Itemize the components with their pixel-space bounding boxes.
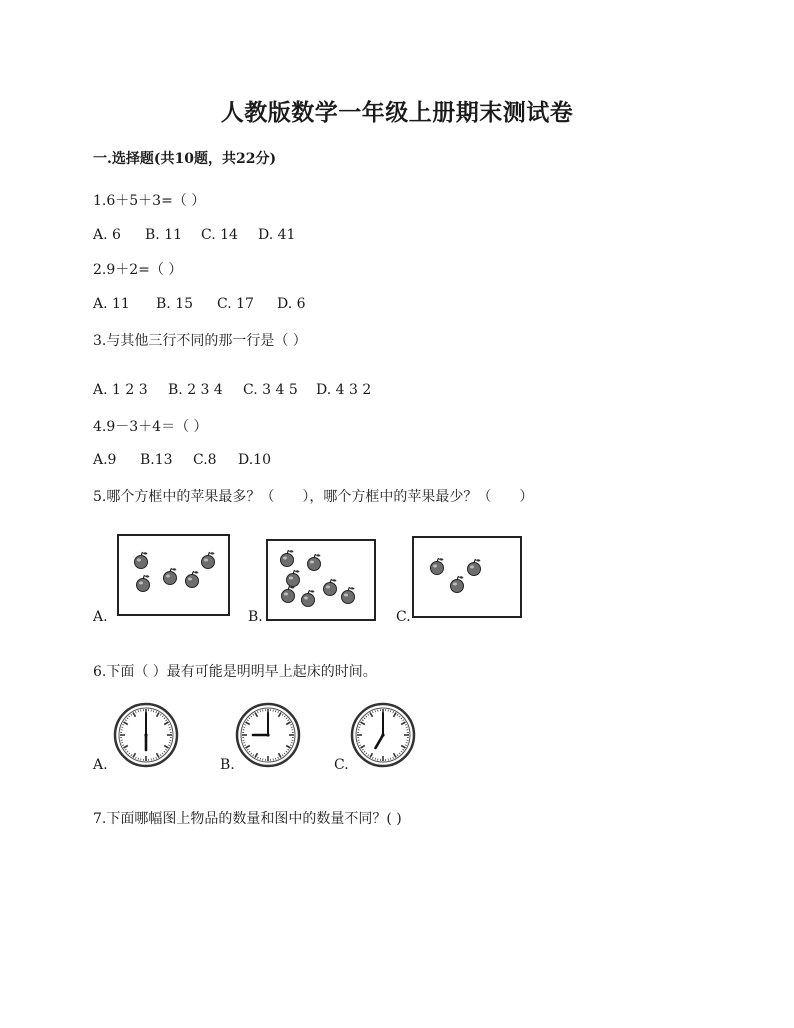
q4-option-a: A.9 — [93, 452, 117, 468]
clock-icon — [352, 704, 414, 766]
question-6: 6.下面（ ）最有可能是明明早上起床的时间。 — [93, 664, 377, 680]
q2-option-c: C. 17 — [217, 296, 254, 312]
question-4: 4.9－3＋4＝（ ） — [93, 419, 208, 435]
question-5: 5.哪个方框中的苹果最多？（ ），哪个方框中的苹果最少？（ ） — [93, 489, 534, 505]
page-title: 人教版数学一年级上册期末测试卷 — [220, 99, 574, 126]
q1-option-c: C. 14 — [201, 227, 238, 243]
q4-option-b: B.13 — [140, 452, 173, 468]
clock-icon — [237, 704, 299, 766]
section-heading: 一.选择题(共10题，共22分) — [93, 151, 277, 167]
q4-option-c: C.8 — [193, 452, 217, 468]
q4-option-d: D.10 — [238, 452, 271, 468]
q2-option-a: A. 11 — [93, 296, 130, 312]
q6-label-c: C. — [334, 757, 349, 773]
q5-label-a: A. — [93, 609, 108, 625]
q3-option-d: D. 4 3 2 — [316, 382, 372, 398]
q1-option-a: A. 6 — [93, 227, 121, 243]
q6-label-b: B. — [220, 757, 235, 773]
q1-option-b: B. 11 — [145, 227, 183, 243]
q6-label-a: A. — [93, 757, 108, 773]
q2-option-d: D. 6 — [277, 296, 306, 312]
q5-label-b: B. — [248, 609, 263, 625]
q2-option-b: B. 15 — [156, 296, 194, 312]
q5-label-c: C. — [396, 609, 411, 625]
question-2: 2.9＋2=（ ） — [93, 262, 183, 278]
q1-option-d: D. 41 — [258, 227, 296, 243]
q3-option-b: B. 2 3 4 — [168, 382, 223, 398]
question-3: 3.与其他三行不同的那一行是（ ） — [93, 333, 307, 349]
question-7: 7.下面哪幅图上物品的数量和图中的数量不同？( ) — [93, 811, 402, 827]
q3-option-a: A. 1 2 3 — [93, 382, 148, 398]
clock-icon — [115, 704, 177, 766]
question-1: 1.6＋5＋3=（ ） — [93, 193, 206, 209]
q3-option-c: C. 3 4 5 — [243, 382, 298, 398]
